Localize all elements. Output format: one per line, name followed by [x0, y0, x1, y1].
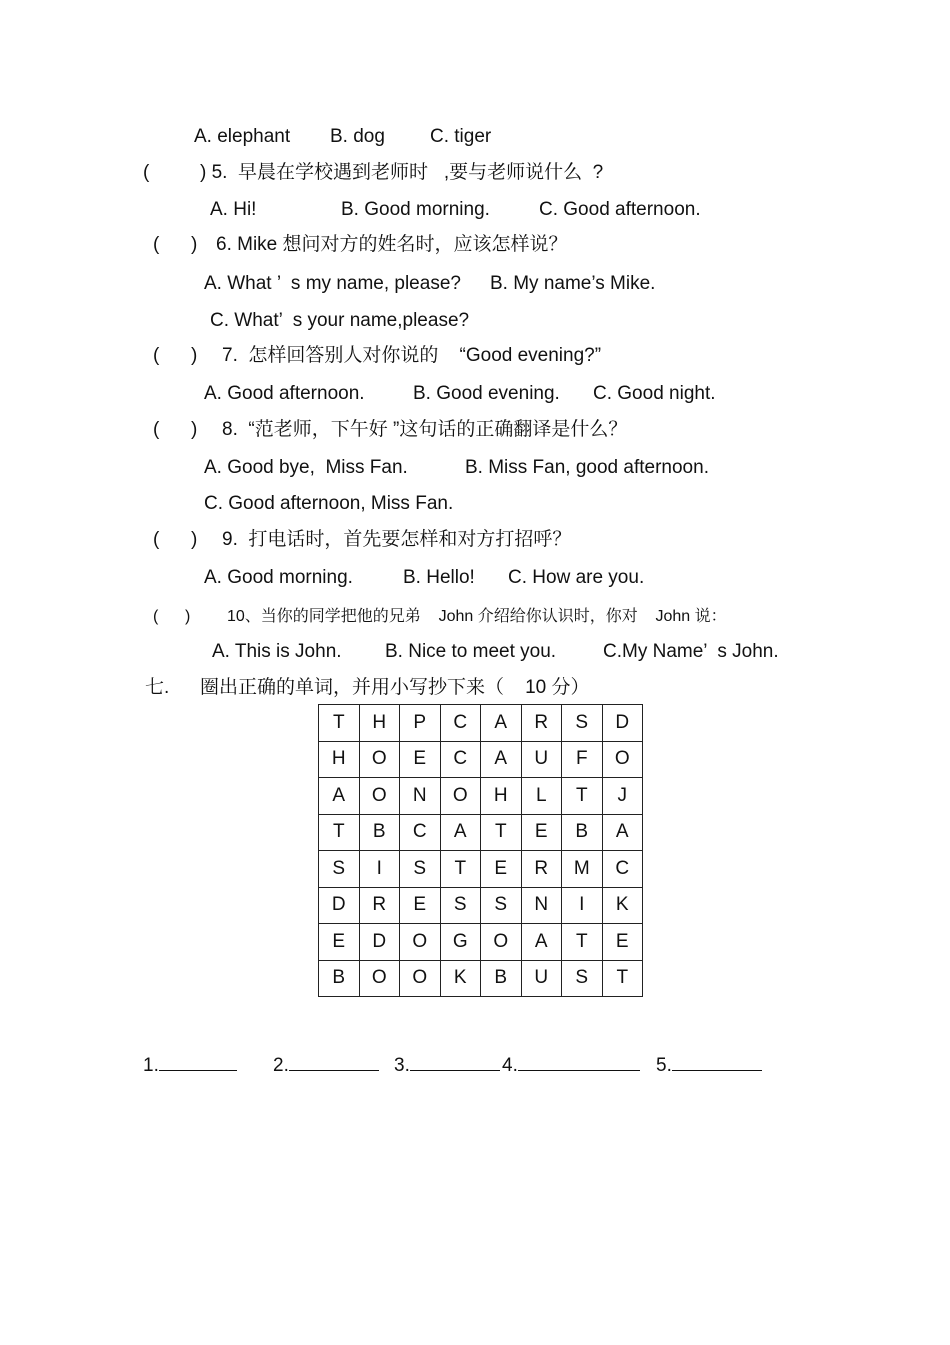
- grid-cell[interactable]: E: [400, 741, 441, 778]
- answer-3-label: 3.: [394, 1055, 410, 1076]
- grid-cell[interactable]: C: [602, 851, 643, 888]
- grid-cell[interactable]: B: [319, 960, 360, 997]
- grid-cell[interactable]: O: [440, 778, 481, 815]
- grid-row: [319, 887, 643, 924]
- grid-cell[interactable]: R: [521, 851, 562, 888]
- q6-paren: ( ): [153, 234, 198, 255]
- grid-cell[interactable]: E: [521, 814, 562, 851]
- grid-cell[interactable]: T: [319, 814, 360, 851]
- answer-2-label: 2.: [273, 1055, 289, 1076]
- grid-row: [319, 778, 643, 815]
- grid-cell[interactable]: T: [440, 851, 481, 888]
- q5-option-a: A. Hi!: [210, 199, 257, 220]
- grid-cell[interactable]: A: [602, 814, 643, 851]
- q9-paren: ( ): [153, 529, 198, 550]
- grid-cell[interactable]: B: [359, 814, 400, 851]
- grid-cell[interactable]: O: [359, 741, 400, 778]
- grid-cell[interactable]: U: [521, 960, 562, 997]
- grid-row: [319, 705, 643, 742]
- grid-cell[interactable]: E: [400, 887, 441, 924]
- answer-1-blank[interactable]: [159, 1054, 237, 1071]
- grid-cell[interactable]: S: [562, 960, 603, 997]
- answer-4-label: 4.: [502, 1055, 518, 1076]
- q8-option-a: A. Good bye, Miss Fan.: [204, 457, 408, 478]
- q5-stem: ) 5. 早晨在学校遇到老师时 ,要与老师说什么 ?: [200, 162, 604, 183]
- grid-cell[interactable]: M: [562, 851, 603, 888]
- grid-cell[interactable]: R: [521, 705, 562, 742]
- grid-cell[interactable]: S: [319, 851, 360, 888]
- grid-cell[interactable]: A: [481, 741, 522, 778]
- q4-option-a: A. elephant: [194, 126, 291, 147]
- grid-row: [319, 924, 643, 961]
- grid-cell[interactable]: D: [359, 924, 400, 961]
- grid-row: [319, 814, 643, 851]
- grid-cell[interactable]: R: [359, 887, 400, 924]
- grid-cell[interactable]: F: [562, 741, 603, 778]
- q7-paren: ( ): [153, 345, 198, 366]
- q10-option-a: A. This is John.: [212, 641, 342, 662]
- grid-cell[interactable]: D: [602, 705, 643, 742]
- q9-option-b: B. Hello!: [403, 567, 475, 588]
- grid-cell[interactable]: H: [319, 741, 360, 778]
- section-7-title: 圈出正确的单词，并用小写抄下来（ 10 分）: [200, 677, 590, 698]
- q10-stem: 10、当你的同学把他的兄弟 John 介绍给你认识时，你对 John 说：: [227, 608, 727, 625]
- grid-cell[interactable]: G: [440, 924, 481, 961]
- grid-cell[interactable]: P: [400, 705, 441, 742]
- grid-cell[interactable]: O: [400, 924, 441, 961]
- grid-cell[interactable]: S: [440, 887, 481, 924]
- q6-option-c: C. What’ s your name,please?: [210, 310, 470, 331]
- grid-cell[interactable]: S: [400, 851, 441, 888]
- grid-cell[interactable]: A: [319, 778, 360, 815]
- grid-cell[interactable]: K: [440, 960, 481, 997]
- grid-cell[interactable]: E: [602, 924, 643, 961]
- q10-option-b: B. Nice to meet you.: [385, 641, 557, 662]
- grid-cell[interactable]: I: [562, 887, 603, 924]
- grid-row: [319, 741, 643, 778]
- q7-option-b: B. Good evening.: [413, 383, 560, 404]
- grid-row: [319, 851, 643, 888]
- grid-cell[interactable]: O: [359, 960, 400, 997]
- q7-option-a: A. Good afternoon.: [204, 383, 365, 404]
- q10-option-c: C.My Name’ s John.: [603, 641, 779, 662]
- grid-cell[interactable]: N: [400, 778, 441, 815]
- q6-option-a: A. What ’ s my name, please?: [204, 273, 461, 294]
- q7-stem: 7. 怎样回答别人对你说的 “Good evening?”: [222, 345, 602, 366]
- grid-cell[interactable]: N: [521, 887, 562, 924]
- grid-cell[interactable]: A: [440, 814, 481, 851]
- grid-cell[interactable]: O: [359, 778, 400, 815]
- answer-1: [143, 1054, 237, 1077]
- answer-1-label: 1.: [143, 1055, 159, 1076]
- q4-option-c: C. tiger: [430, 126, 492, 147]
- grid-cell[interactable]: T: [481, 814, 522, 851]
- grid-cell[interactable]: L: [521, 778, 562, 815]
- grid-cell[interactable]: T: [319, 705, 360, 742]
- section-7-number: 七.: [145, 677, 170, 698]
- answer-5-blank[interactable]: [672, 1054, 762, 1071]
- grid-cell[interactable]: C: [400, 814, 441, 851]
- answer-2-blank[interactable]: [289, 1054, 379, 1071]
- grid-cell[interactable]: T: [562, 924, 603, 961]
- grid-cell[interactable]: H: [359, 705, 400, 742]
- q6-option-b: B. My name’s Mike.: [490, 273, 656, 294]
- grid-cell[interactable]: I: [359, 851, 400, 888]
- grid-cell[interactable]: H: [481, 778, 522, 815]
- grid-cell[interactable]: T: [602, 960, 643, 997]
- grid-cell[interactable]: D: [319, 887, 360, 924]
- grid-cell[interactable]: S: [562, 705, 603, 742]
- grid-cell[interactable]: C: [440, 705, 481, 742]
- q4-option-b: B. dog: [330, 126, 385, 147]
- grid-cell[interactable]: E: [319, 924, 360, 961]
- q8-stem: 8. “范老师，下午好 ”这句话的正确翻译是什么？: [222, 419, 628, 440]
- q8-option-b: B. Miss Fan, good afternoon.: [465, 457, 709, 478]
- q10-paren: ( ): [153, 608, 191, 625]
- q5-option-c: C. Good afternoon.: [539, 199, 701, 220]
- q9-option-c: C. How are you.: [508, 567, 645, 588]
- q5-option-b: B. Good morning.: [341, 199, 490, 220]
- grid-cell[interactable]: A: [481, 705, 522, 742]
- grid-cell[interactable]: J: [602, 778, 643, 815]
- grid-cell[interactable]: A: [521, 924, 562, 961]
- q8-option-c: C. Good afternoon, Miss Fan.: [204, 493, 454, 514]
- answer-3: [394, 1054, 500, 1077]
- grid-cell[interactable]: E: [481, 851, 522, 888]
- grid-cell[interactable]: C: [440, 741, 481, 778]
- q8-paren: ( ): [153, 419, 198, 440]
- word-search-grid: [318, 704, 643, 997]
- q9-stem: 9. 打电话时，首先要怎样和对方打招呼？: [222, 529, 572, 550]
- grid-cell[interactable]: K: [602, 887, 643, 924]
- answer-4: [502, 1054, 640, 1077]
- grid-cell[interactable]: O: [400, 960, 441, 997]
- answer-4-blank[interactable]: [518, 1054, 640, 1071]
- grid-cell[interactable]: T: [562, 778, 603, 815]
- answer-2: [273, 1054, 379, 1077]
- q9-option-a: A. Good morning.: [204, 567, 353, 588]
- grid-cell[interactable]: B: [481, 960, 522, 997]
- q7-option-c: C. Good night.: [593, 383, 716, 404]
- grid-cell[interactable]: S: [481, 887, 522, 924]
- q5-paren: (: [143, 162, 150, 183]
- answer-5-label: 5.: [656, 1055, 672, 1076]
- grid-cell[interactable]: U: [521, 741, 562, 778]
- answer-5: [656, 1054, 762, 1077]
- grid-cell[interactable]: B: [562, 814, 603, 851]
- q6-stem: 6. Mike 想问对方的姓名时，应该怎样说？: [216, 234, 568, 255]
- grid-row: [319, 960, 643, 997]
- grid-cell[interactable]: O: [481, 924, 522, 961]
- answer-3-blank[interactable]: [410, 1054, 500, 1071]
- grid-cell[interactable]: O: [602, 741, 643, 778]
